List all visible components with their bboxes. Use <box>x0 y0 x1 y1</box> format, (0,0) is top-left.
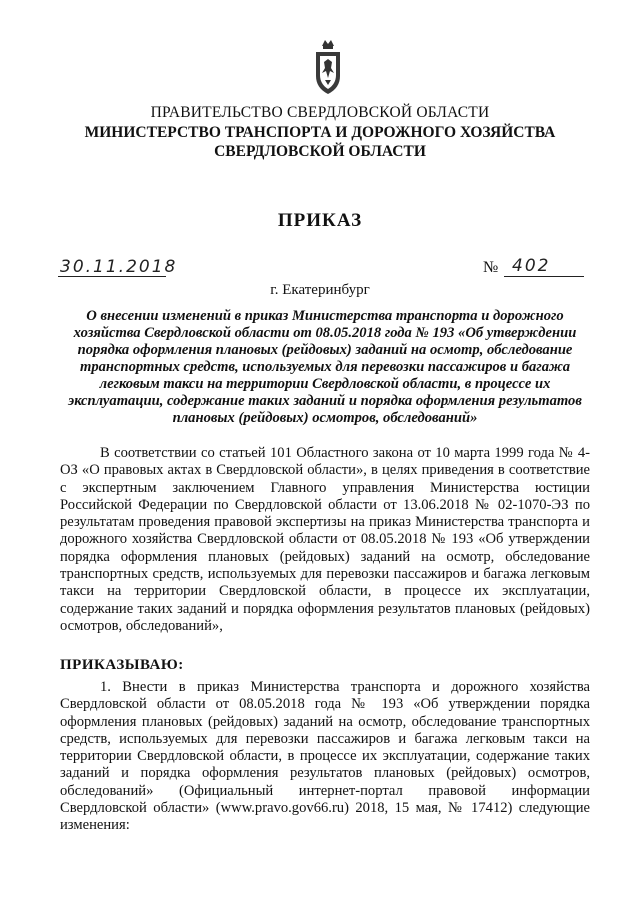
number-sign: № <box>483 259 499 276</box>
item-1-paragraph: 1. Внести в приказ Министерства транспорта и дорожного хозяйства Свердловской области от 08.05.2018 года № 193 «Об утверждении порядка оформления плановых (рейдовых) заданий на осмотр, обследование транспортных средств, используемых для перевозки пассажиров и багажа легковым такси на территории Свердловской области, в процессе их эксплуатации, содержание таких заданий и порядка оформления результатов плановых (рейдовых) осмотров, обследований» (Официальный интернет-портал правовой информации Свердловской области» (www.pravo.gov66.ru) 2018, 15 мая, № 17412) следующие изменения: <box>60 679 590 834</box>
ministry-name-line2: СВЕРДЛОВСКОЙ ОБЛАСТИ <box>214 143 426 160</box>
order-subject: О внесении изменений в приказ Министерства транспорта и дорожного хозяйства Свердловской области от 08.05.2018 года № 193 «Об утверждении порядка оформления плановых (рейдовых) заданий на осмотр, обследование транспортных средств, используемых для перевозки пассажиров и багажа легковым такси на территории Свердловской области, в процессе их эксплуатации, содержание таких заданий и порядка оформления результатов плановых (рейдовых) осмотров, обследований» <box>68 308 582 426</box>
preamble-paragraph: В соответствии со статьей 101 Областного закона от 10 марта 1999 года № 4-ОЗ «О правовых актах в Свердловской области», в целях приведения в соответствие с экспертным заключением Главного управления Министерства юстиции Российской Федерации по Свердловской области от 13.06.2018 № 02-1070-ЭЗ по результатам проведения правовой экспертизы на приказ Министерства транспорта и дорожного хозяйства Свердловской области от 08.05.2018 № 193 «Об утверждении порядка оформления плановых (рейдовых) заданий на осмотр, обследование транспортных средств, используемых для перевозки пассажиров и багажа легковым такси на территории Свердловской области, в процессе их эксплуатации, содержание таких заданий и порядка оформления результатов плановых (рейдовых) осмотров, обследований», <box>60 445 590 634</box>
ministry-name-line1: МИНИСТЕРСТВО ТРАНСПОРТА И ДОРОЖНОГО ХОЗЯЙСТВА <box>84 124 556 141</box>
order-date: 30.11.2018 <box>60 257 178 277</box>
date-underline <box>58 276 166 277</box>
order-number: 402 <box>512 256 551 276</box>
number-underline <box>504 276 584 277</box>
coat-of-arms-icon <box>313 38 343 96</box>
command-heading: ПРИКАЗЫВАЮ: <box>60 657 184 673</box>
document-type: ПРИКАЗ <box>277 210 363 231</box>
city: г. Екатеринбург <box>270 282 370 298</box>
government-name: ПРАВИТЕЛЬСТВО СВЕРДЛОВСКОЙ ОБЛАСТИ <box>150 104 490 121</box>
ministry-name <box>0 123 640 161</box>
